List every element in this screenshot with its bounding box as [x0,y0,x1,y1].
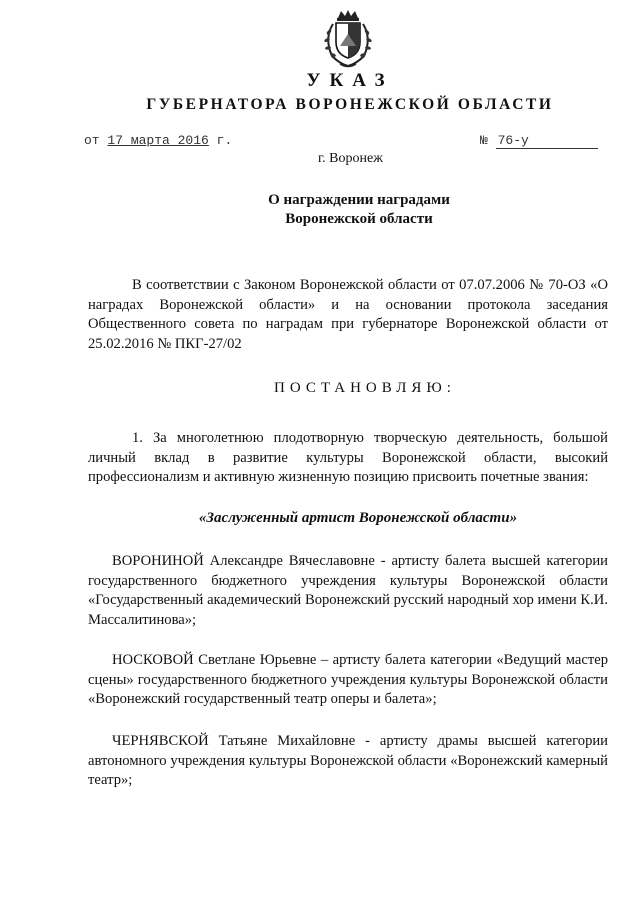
number-value: 76-у [496,133,598,149]
city-name: г. Воронеж [318,151,383,166]
decree-number [480,133,610,149]
date-prefix: от [84,133,100,148]
subject-line-2: Воронежской области [285,211,433,227]
decree-date [84,133,232,148]
award-title: «Заслуженный артист Воронежской области» [198,510,518,526]
decree-resolution-word: ПОСТАНОВЛЯЮ: [274,380,456,396]
point-1-paragraph: 1. За многолетнюю плодотворную творческую деятельность, большой личный вклад в развитие культуры Воронежской области, высокий профессионализм и активную жизненную позицию присвоить почетные звания: [88,430,608,485]
decree-subtitle: ГУБЕРНАТОРА ВОРОНЕЖСКОЙ ОБЛАСТИ [146,96,554,113]
recipient-paragraph-1: ВОРОНИНОЙ Александре Вячеславовне - артисту балета высшей категории государственного бюджетного учреждения культуры Воронежской области «Государственный академический Воронежский русский народный хор имени К.И. Массалитинова»; [88,553,608,628]
decree-subject [0,191,640,229]
number-prefix: № [480,133,488,148]
recipient-paragraph-3: ЧЕРНЯВСКОЙ Татьяне Михайловне - артисту драмы высшей категории автономного учреждения культуры Воронежской области «Воронежский камерный театр»; [88,733,608,788]
decree-title: УКАЗ [306,70,394,91]
date-value: 17 марта 2016 [107,133,209,148]
intro-paragraph: В соответствии с Законом Воронежской области от 07.07.2006 № 70-ОЗ «О наградах Воронежской области» и на основании протокола заседания Общественного совета по наградам при губернаторе Воронежской области от 25.02.2016 № ПКГ-27/02 [88,277,608,352]
date-suffix: г. [216,133,233,148]
recipient-paragraph-2: НОСКОВОЙ Светлане Юрьевне – артисту балета категории «Ведущий мастер сцены» государственного бюджетного учреждения культуры Воронежской области «Воронежский государственный театр оперы и балета»; [88,652,608,707]
subject-line-1: О награждении наградами [268,192,450,208]
coat-of-arms-icon [318,8,378,70]
